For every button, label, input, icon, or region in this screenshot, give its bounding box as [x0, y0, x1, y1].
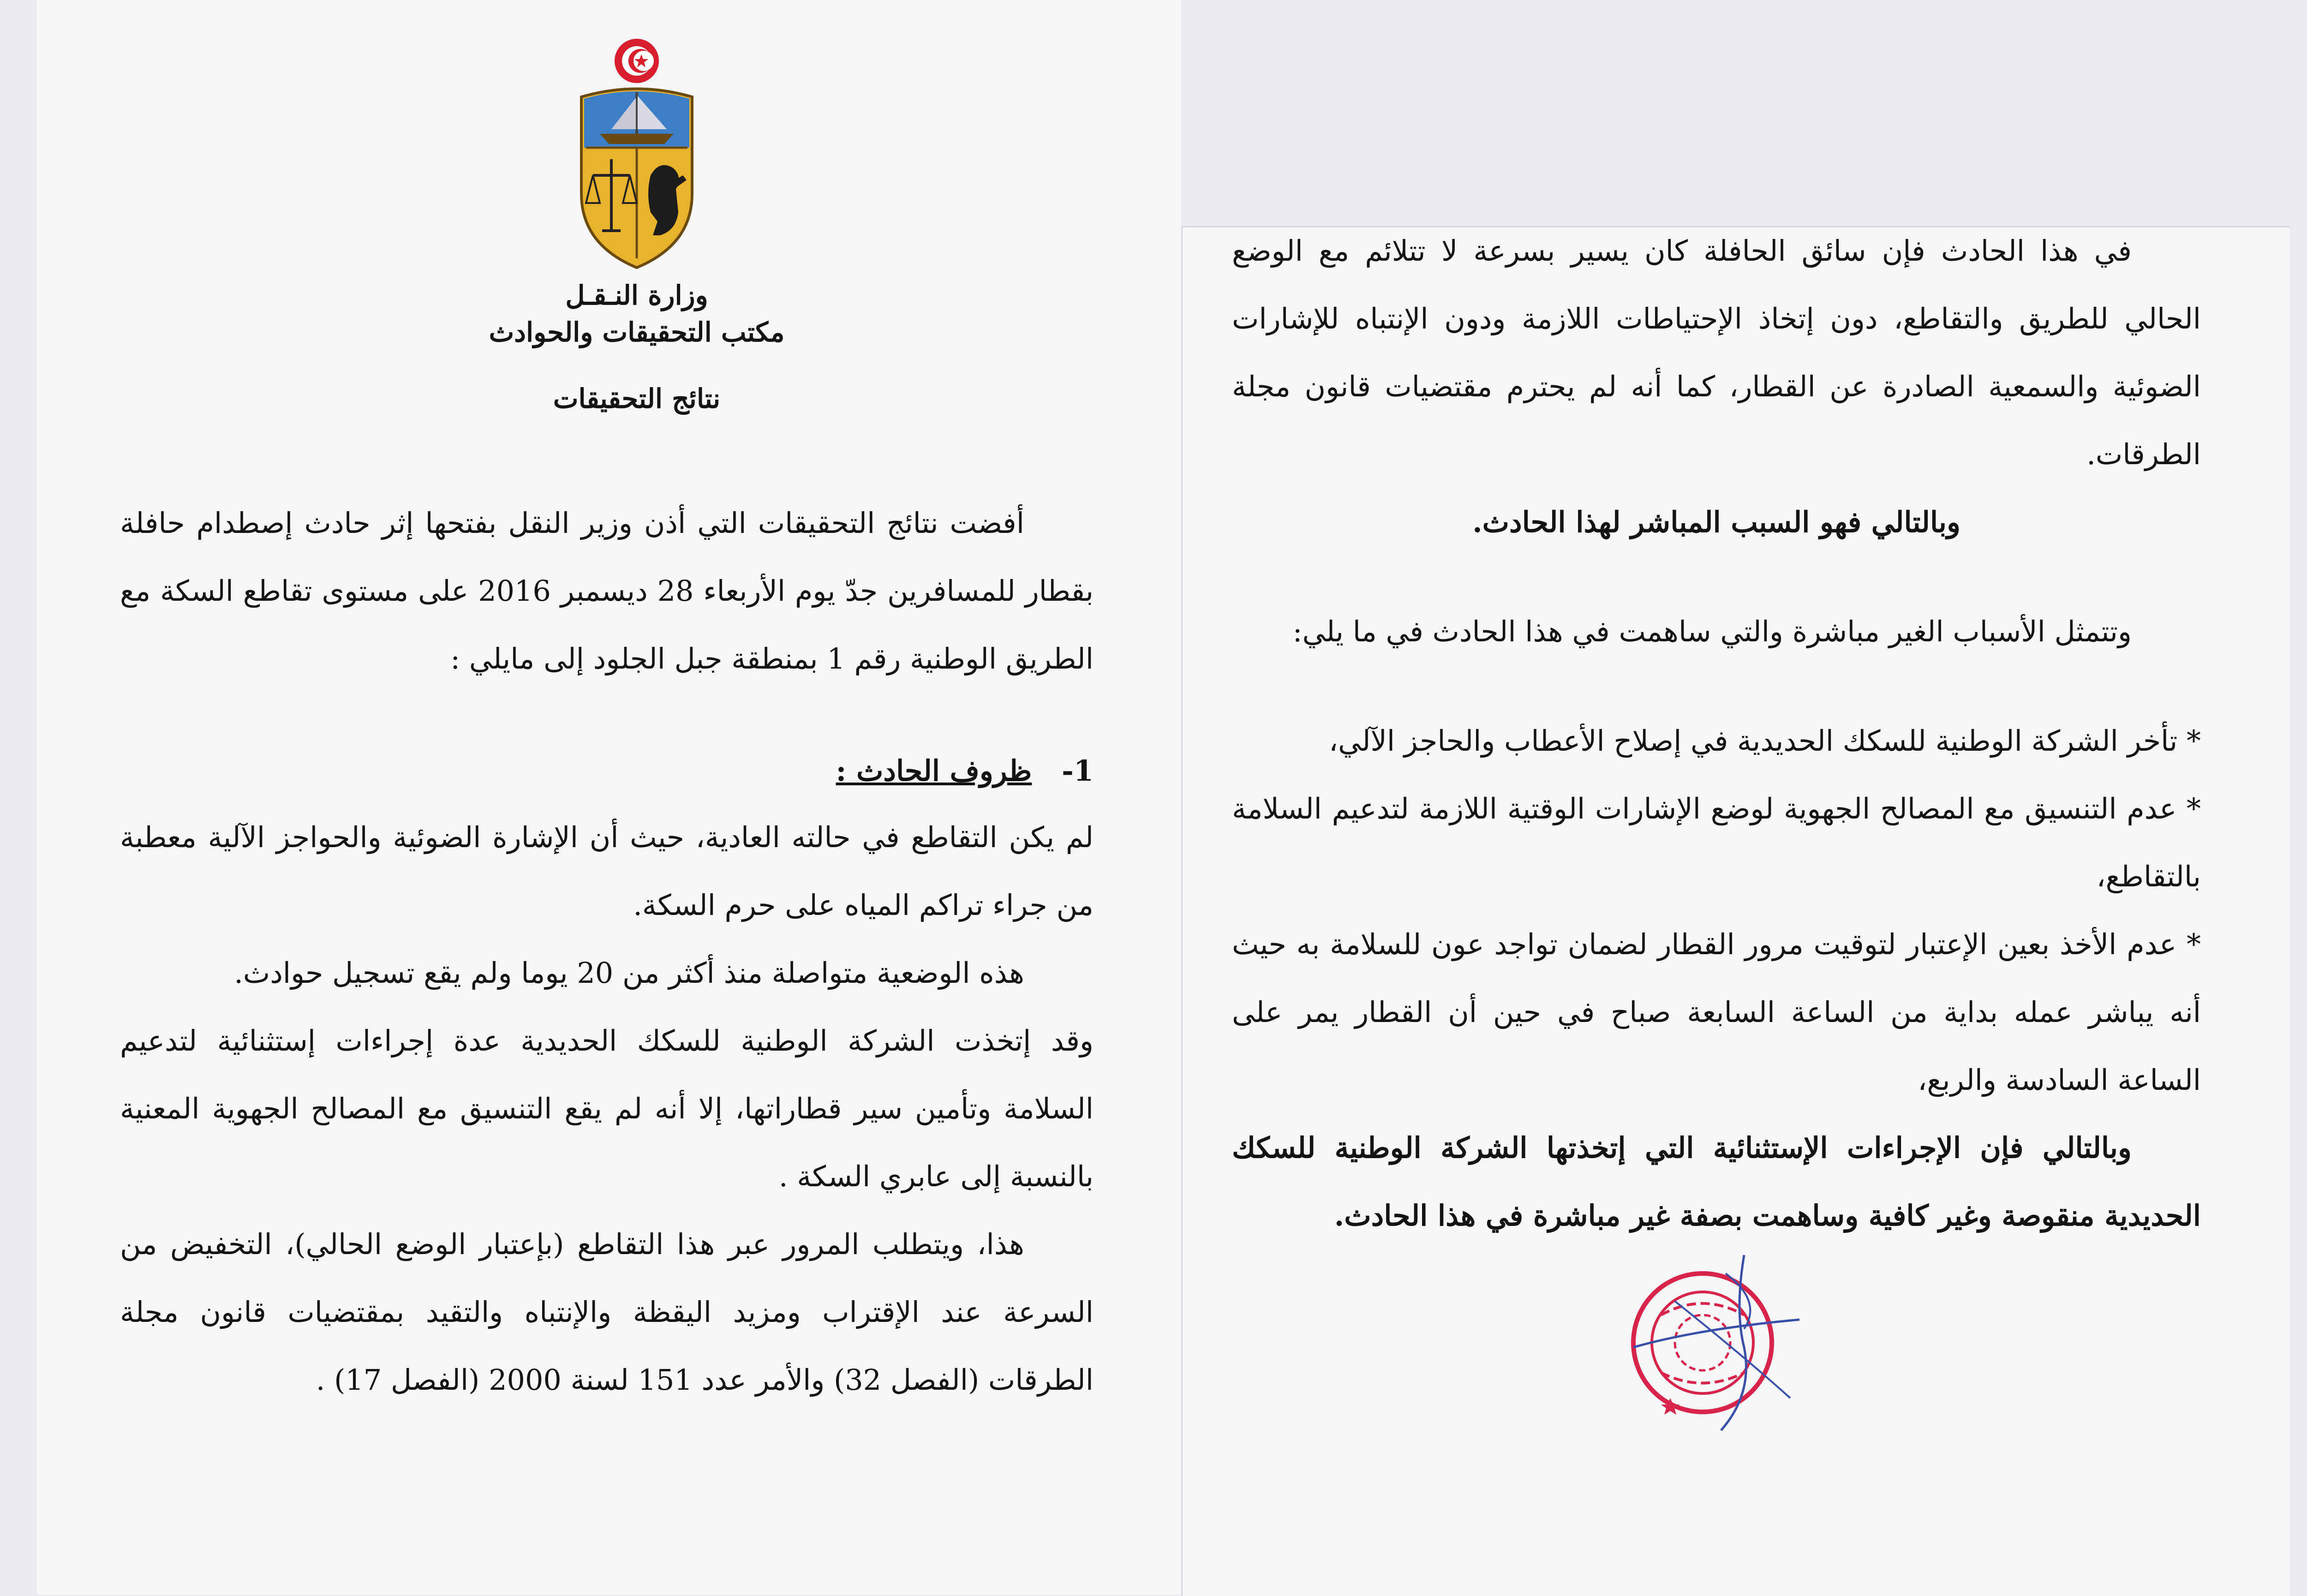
left-column — [120, 489, 1094, 1414]
tunisia-coat-of-arms-icon — [568, 37, 706, 277]
section-1-title: ظروف الحادث : — [836, 754, 1032, 788]
indirect-cause-2: * عدم التنسيق مع المصالح الجهوية لوضع الإشارات الوقتية اللازمة لتدعيم السلامة بالتقاطع، — [1232, 792, 2201, 893]
indirect-causes-intro: وتتمثل الأسباب الغير مباشرة والتي ساهمت في هذا الحادث في ما يلي: — [1292, 615, 2132, 648]
section-1-number: 1- — [1062, 754, 1094, 788]
indirect-cause-1: * تأخر الشركة الوطنية للسكك الحديدية في إصلاح الأعطاب والحاجز الآلي، — [1328, 724, 2201, 758]
document-header — [406, 37, 867, 414]
circumstances-paragraph-1: لم يكن التقاطع في حالته العادية، حيث أن الإشارة الضوئية والحواجز الآلية معطبة من جراء تراكم المياه على حرم السكة. — [120, 820, 1094, 922]
direct-cause-conclusion: وبالتالي فهو السبب المباشر لهذا الحادث. — [1472, 505, 1960, 539]
official-stamp-icon — [1606, 1246, 1818, 1440]
driver-paragraph: في هذا الحادث فإن سائق الحافلة كان يسير بسرعة لا تتلائم مع الوضع الحالي للطريق والتقاطع، دون إتخاذ الإحتياطات اللازمة ودون الإنتباه للإشارات الضوئية والسمعية الصادرة عن القطار، كما أنه لم يحترم مقتضيات قانون مجلة الطرقات. — [1232, 234, 2201, 471]
circumstances-paragraph-2: هذه الوضعية متواصلة منذ أكثر من 20 يوما ولم يقع تسجيل حوادث. — [234, 956, 1024, 990]
results-title: نتائج التحقيقات — [553, 383, 721, 414]
indirect-cause-3: * عدم الأخذ بعين الإعتبار لتوقيت مرور القطار لضمان تواجد عون للسلامة به حيث أنه يباشر عمله بداية من الساعة السابعة صباح في حين أن القطار يمر على الساعة السادسة والربع، — [1232, 927, 2201, 1097]
circumstances-paragraph-4: هذا، ويتطلب المرور عبر هذا التقاطع (بإعتبار الوضع الحالي)، التخفيض من السرعة عند الإقتراب ومزيد اليقظة والإنتباه والتقيد بمقتضيات قانون مجلة الطرقات (الفصل 32) والأمر عدد 151 لسنة 2000 (الفصل 17) . — [120, 1227, 1094, 1397]
ministry-name: وزارة النـقـل — [565, 280, 708, 311]
indirect-cause-conclusion: وبالتالي فإن الإجراءات الإستثنائية التي إتخذتها الشركة الوطنية للسكك الحديدية منقوصة وغير كافية وساهمت بصفة غير مباشرة في هذا الحادث. — [1232, 1131, 2201, 1232]
right-column — [1232, 217, 2201, 1249]
circumstances-paragraph-3: وقد إتخذت الشركة الوطنية للسكك الحديدية عدة إجراءات إستثنائية لتدعيم السلامة وتأمين سير قطاراتها، إلا أنه لم يقع التنسيق مع المصالح الجهوية المعنية بالنسبة إلى عابري السكة . — [120, 1024, 1094, 1193]
office-name: مكتب التحقيقات والحوادث — [489, 317, 785, 348]
intro-paragraph: أفضت نتائج التحقيقات التي أذن وزير النقل بفتحها إثر حادث إصطدام حافلة بقطار للمسافرين جدّ يوم الأربعاء 28 ديسمبر 2016 على مستوى تقاطع السكة مع الطريق الوطنية رقم 1 بمنطقة جبل الجلود إلى مايلي : — [120, 506, 1094, 675]
section-1-heading — [120, 743, 1094, 799]
